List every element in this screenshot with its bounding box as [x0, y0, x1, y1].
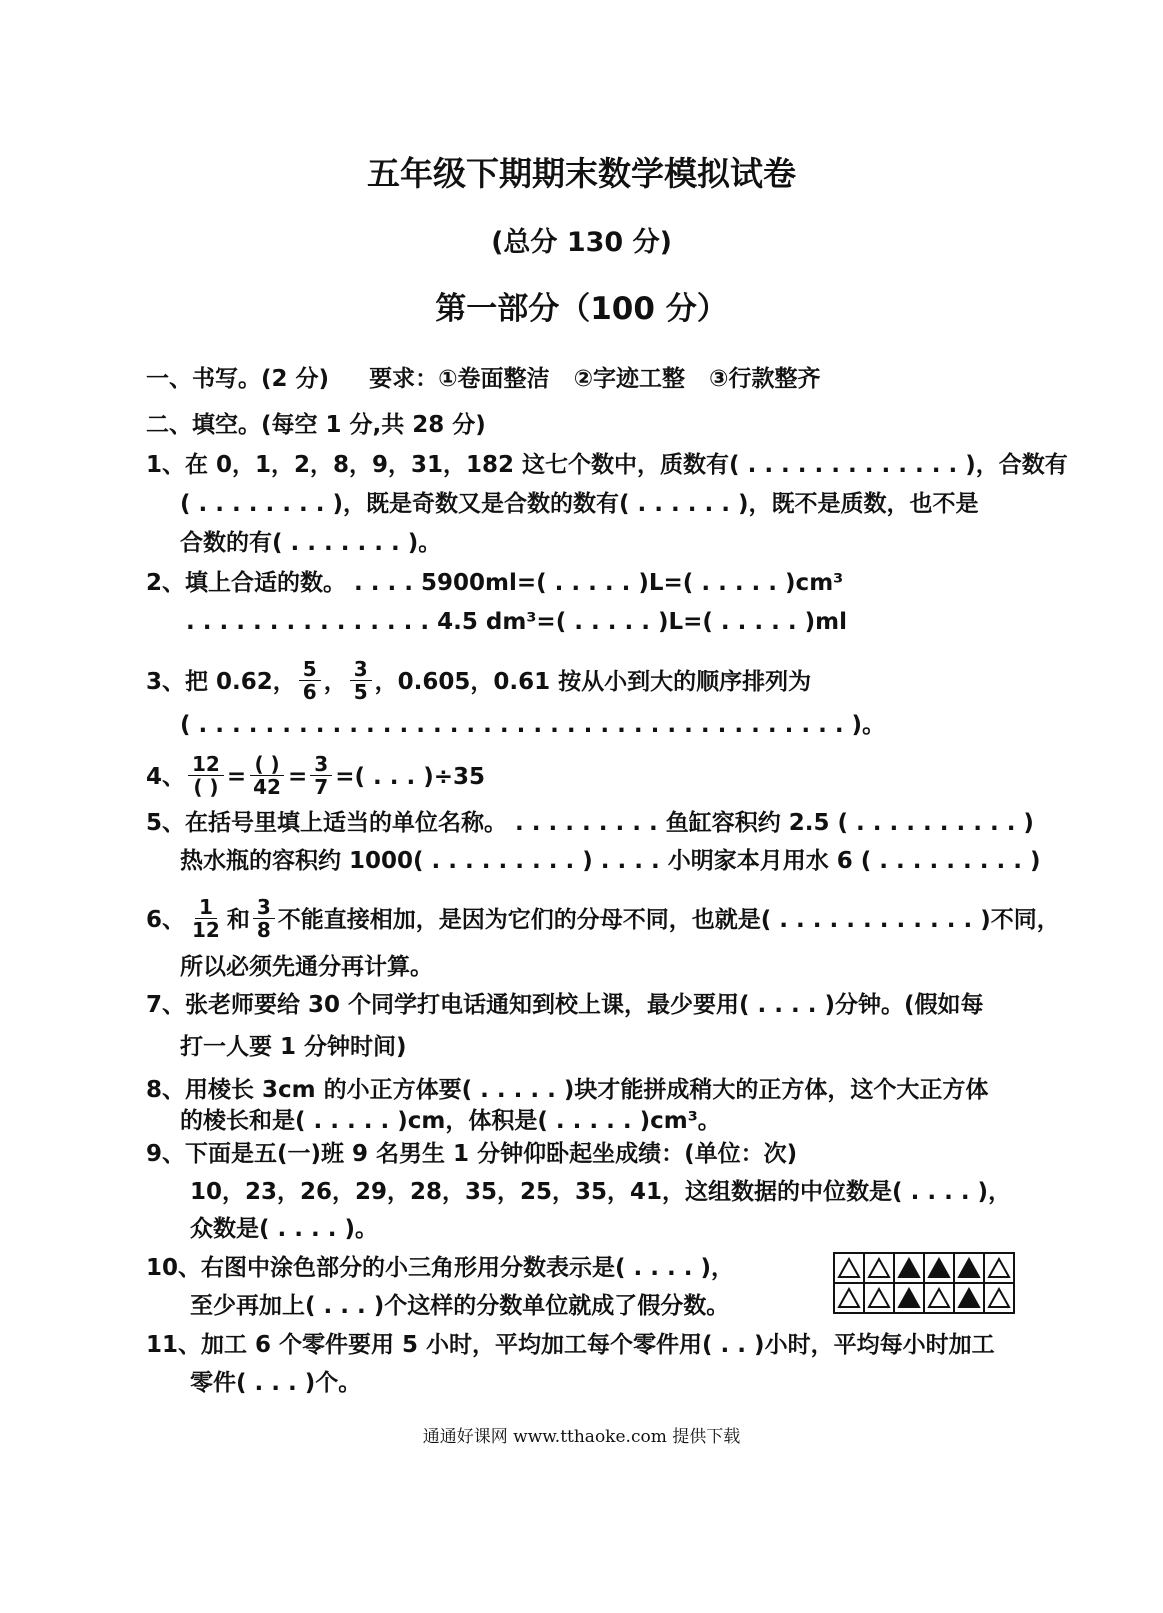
q6-fraction-2-denominator: 8: [256, 918, 271, 942]
empty-triangle-icon: [927, 1287, 951, 1309]
q4-fraction-3-numerator: 3: [310, 753, 332, 776]
q6-fraction-1-denominator: 12: [192, 918, 220, 942]
q9-line-1: 9、下面是五(一)班 9 名男生 1 分钟仰卧起坐成绩：(单位：次): [146, 1141, 798, 1167]
triangle-cell: [924, 1283, 954, 1313]
q6-fraction-2: [253, 896, 275, 941]
triangle-grid-row-2: [834, 1283, 1014, 1313]
total-score: (总分 130 分): [491, 227, 672, 258]
shaded-triangle-icon: [927, 1257, 951, 1279]
q3-line-1: [146, 657, 812, 705]
section-fill-blanks: 二、填空。(每空 1 分,共 28 分): [146, 412, 486, 438]
q11-line-2: 零件( . . . )个。: [190, 1370, 362, 1396]
q4-fraction-3-denominator: 7: [314, 775, 329, 799]
triangle-cell: [834, 1253, 864, 1283]
q3-fraction-2-denominator: 5: [353, 680, 368, 704]
q4-fraction-1: [188, 753, 224, 798]
exam-title: 五年级下期期末数学模拟试卷: [367, 154, 796, 193]
triangle-cell: [864, 1283, 894, 1313]
q4-fraction-1-numerator: 12: [188, 753, 224, 776]
section-writing: 一、书写。(2 分) 要求：①卷面整洁 ②字迹工整 ③行款整齐: [146, 366, 821, 392]
q3-fraction-1-numerator: 5: [299, 658, 321, 681]
q3-fraction-1-denominator: 6: [302, 680, 317, 704]
q4-equals-2: =: [287, 764, 308, 790]
q4-line: [146, 752, 486, 800]
q4-fraction-3: [310, 753, 332, 798]
q4-fraction-2: [249, 753, 285, 798]
q1-line-1: 1、在 0，1，2，8，9，31，182 这七个数中，质数有( . . . . . . . . . . . . . )，合数有: [146, 452, 1068, 478]
triangle-cell: [894, 1283, 924, 1313]
triangle-cell: [864, 1253, 894, 1283]
q4-prefix: 4、: [146, 764, 186, 790]
q6-line-1: [146, 895, 1060, 943]
q4-fraction-2-numerator: ( ): [250, 753, 283, 776]
triangle-grid-row-1: [834, 1253, 1014, 1283]
shaded-triangle-icon: [957, 1257, 981, 1279]
shaded-triangle-icon: [957, 1287, 981, 1309]
q6-fraction-2-numerator: 3: [253, 896, 275, 919]
q6-suffix: 不能直接相加，是因为它们的分母不同，也就是( . . . . . . . . . . . . )不同，: [277, 907, 1060, 933]
q4-fraction-2-denominator: 42: [253, 775, 281, 799]
q3-fraction-1: [299, 658, 321, 703]
triangle-cell: [984, 1283, 1014, 1313]
q3-fraction-2: [350, 658, 372, 703]
triangle-cell: [984, 1253, 1014, 1283]
q8-line-2: 的棱长和是( . . . . . )cm，体积是( . . . . . )cm³。: [180, 1108, 721, 1134]
q3-prefix: 3、把 0.62，: [146, 669, 296, 695]
q4-fraction-1-denominator: ( ): [193, 775, 219, 799]
q6-fraction-1: [188, 896, 224, 941]
q3-fraction-2-numerator: 3: [350, 658, 372, 681]
q10-line-1: 10、右图中涂色部分的小三角形用分数表示是( . . . . )，: [146, 1255, 735, 1281]
q6-and: 和: [226, 907, 250, 933]
q3-suffix: ，0.605，0.61 按从小到大的顺序排列为: [374, 669, 812, 695]
q2-line-2: . . . . . . . . . . . . . . . 4.5 dm³=( . . . . . )L=( . . . . . )ml: [186, 609, 847, 635]
empty-triangle-icon: [987, 1287, 1011, 1309]
q5-line-1: 5、在括号里填上适当的单位名称。 . . . . . . . . . 鱼缸容积约 2.5 ( . . . . . . . . . . ): [146, 810, 1034, 836]
q10-line-2: 至少再加上( . . . )个这样的分数单位就成了假分数。: [190, 1293, 730, 1319]
q5-line-2: 热水瓶的容积约 1000( . . . . . . . . . ) . . . . 小明家本月用水 6 ( . . . . . . . . . ): [180, 848, 1041, 874]
shaded-triangle-icon: [897, 1287, 921, 1309]
triangle-cell: [954, 1283, 984, 1313]
triangle-cell: [924, 1253, 954, 1283]
triangle-cell: [834, 1283, 864, 1313]
q4-equals-1: =: [226, 764, 247, 790]
empty-triangle-icon: [867, 1257, 891, 1279]
empty-triangle-icon: [867, 1287, 891, 1309]
q9-line-2: 10，23，26，29，28，35，25，35，41，这组数据的中位数是( . . . . )，: [190, 1179, 1012, 1205]
q6-line-2: 所以必须先通分再计算。: [180, 954, 433, 980]
q8-line-1: 8、用棱长 3cm 的小正方体要( . . . . . )块才能拼成稍大的正方体，这个大正方体: [146, 1077, 989, 1103]
part-one-heading: 第一部分（100 分）: [435, 291, 728, 327]
q9-line-3: 众数是( . . . . )。: [190, 1216, 379, 1242]
shaded-triangle-icon: [897, 1257, 921, 1279]
footer-source: 通通好课网 www.tthaoke.com 提供下载: [422, 1427, 741, 1447]
q6-fraction-1-numerator: 1: [195, 896, 217, 919]
empty-triangle-icon: [837, 1257, 861, 1279]
q1-line-3: 合数的有( . . . . . . . )。: [180, 530, 442, 556]
q3-separator: ，: [323, 669, 347, 695]
triangle-cell: [894, 1253, 924, 1283]
q4-suffix: =( . . . )÷35: [335, 764, 486, 790]
q3-line-2: ( . . . . . . . . . . . . . . . . . . . . . . . . . . . . . . . . . . . . . . . )。: [180, 712, 886, 738]
triangle-cell: [954, 1253, 984, 1283]
empty-triangle-icon: [987, 1257, 1011, 1279]
triangle-grid: [833, 1252, 1015, 1314]
q7-line-1: 7、张老师要给 30 个同学打电话通知到校上课，最少要用( . . . . )分钟。(假如每: [146, 992, 984, 1018]
empty-triangle-icon: [837, 1287, 861, 1309]
q6-prefix: 6、: [146, 907, 186, 933]
q11-line-1: 11、加工 6 个零件要用 5 小时，平均加工每个零件用( . . )小时，平均每小时加工: [146, 1332, 995, 1358]
q1-line-2: ( . . . . . . . . )，既是奇数又是合数的数有( . . . . . . )，既不是质数，也不是: [180, 491, 979, 517]
q2-line-1: 2、填上合适的数。 . . . . 5900ml=( . . . . . )L=( . . . . . )cm³: [146, 570, 844, 596]
q7-line-2: 打一人要 1 分钟时间): [180, 1034, 407, 1060]
